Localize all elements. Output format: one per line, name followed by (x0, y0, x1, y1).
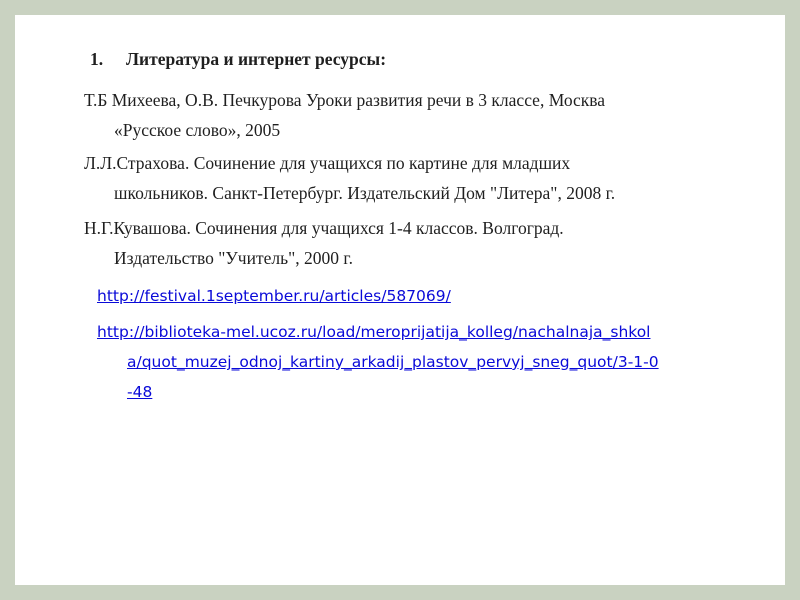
link-biblioteka-mel[interactable] (97, 317, 659, 407)
reference-item-strakhova (84, 148, 615, 208)
reference-item-mikheeva (84, 85, 605, 145)
reference-line: Издательство "Учитель", 2000 г. (114, 248, 353, 268)
link-line[interactable]: a/quot_muzej_odnoj_kartiny_arkadij_plastov_pervyj_sneg_quot/3-1-0 (127, 353, 659, 371)
link-line[interactable]: http://festival.1september.ru/articles/587069/ (97, 287, 451, 305)
reference-line: Т.Б Михеева, О.В. Печкурова Уроки развития речи в 3 классе, Москва (84, 90, 606, 110)
slide-content (15, 15, 785, 585)
reference-line: «Русское слово», 2005 (114, 120, 281, 140)
heading-text: Литература и интернет ресурсы: (126, 49, 387, 69)
reference-line: школьников. Санкт-Петербург. Издательский Дом "Литера", 2008 г. (114, 183, 616, 203)
reference-item-kuvashova (84, 213, 564, 273)
link-line[interactable]: -48 (127, 383, 153, 401)
slide (15, 15, 785, 585)
reference-line: Н.Г.Кувашова. Сочинения для учащихся 1-4 классов. Волгоград. (84, 218, 564, 238)
reference-line: Л.Л.Страхова. Сочинение для учащихся по картине для младших (84, 153, 571, 173)
section-heading (90, 49, 386, 70)
heading-number: 1. (90, 49, 104, 69)
link-line[interactable]: http://biblioteka-mel.ucoz.ru/load/meroprijatija_kolleg/nachalnaja_shkol (97, 323, 651, 341)
link-festival-1september[interactable] (97, 281, 451, 311)
